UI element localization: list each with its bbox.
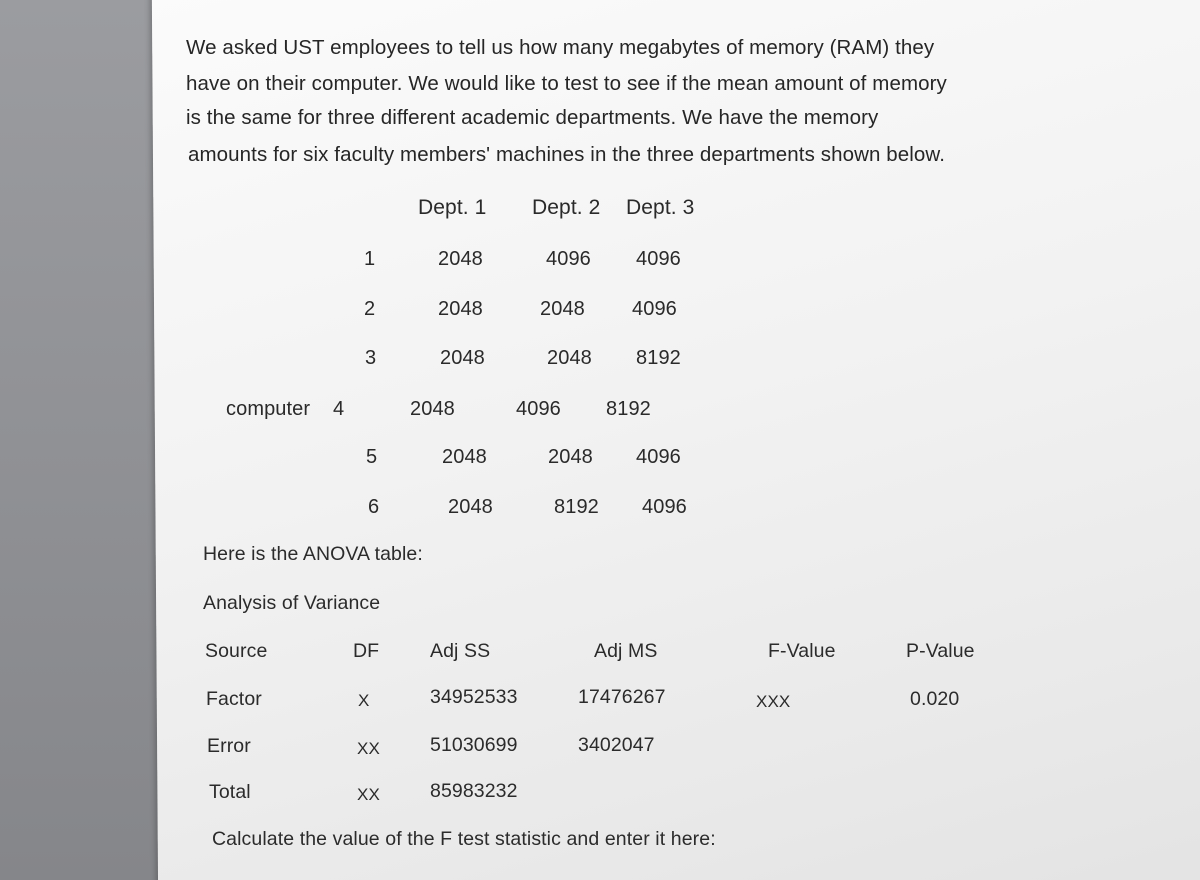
anova-total-adjss: 85983232	[430, 780, 518, 802]
row1-dept3: 4096	[636, 248, 681, 270]
row1-dept2: 4096	[546, 248, 591, 270]
anova-factor-df: X	[358, 691, 370, 710]
anova-header-adjms: Adj MS	[594, 640, 658, 662]
row6-dept3: 4096	[642, 496, 687, 518]
row3-dept3: 8192	[636, 347, 681, 369]
row6-dept1: 2048	[448, 496, 493, 518]
intro-line-3: is the same for three different academic departments. We have the memory	[186, 106, 879, 129]
anova-error-adjss: 51030699	[430, 734, 518, 756]
anova-total-df: XX	[357, 785, 380, 804]
row-id-2: 2	[364, 298, 376, 320]
row-label-computer: computer	[226, 398, 311, 420]
anova-total-source: Total	[209, 781, 251, 803]
anova-error-source: Error	[207, 735, 251, 757]
row3-dept1: 2048	[440, 347, 485, 369]
anova-header-fvalue: F-Value	[768, 640, 836, 662]
row4-dept3: 8192	[606, 398, 651, 420]
row-id-5: 5	[366, 446, 378, 468]
row-id-6: 6	[368, 496, 380, 518]
row5-dept3: 4096	[636, 446, 681, 468]
paper-sheet	[152, 0, 1200, 880]
anova-factor-pvalue: 0.020	[910, 688, 960, 710]
row5-dept2: 2048	[548, 446, 593, 468]
row6-dept2: 8192	[554, 496, 599, 518]
row3-dept2: 2048	[547, 347, 592, 369]
row4-dept1: 2048	[410, 398, 455, 420]
row-id-4: 4	[333, 398, 345, 420]
anova-error-adjms: 3402047	[578, 734, 655, 756]
row-id-1: 1	[364, 248, 376, 270]
row5-dept1: 2048	[442, 446, 487, 468]
row1-dept1: 2048	[438, 248, 483, 270]
anova-intro: Here is the ANOVA table:	[203, 543, 423, 565]
anova-factor-source: Factor	[206, 688, 262, 710]
anova-title: Analysis of Variance	[203, 592, 381, 614]
answer-prompt: Calculate the value of the F test statistic and enter it here:	[212, 828, 716, 850]
anova-factor-fvalue: XXX	[756, 692, 791, 711]
anova-error-df: XX	[357, 739, 380, 758]
anova-header-df: DF	[353, 640, 380, 662]
anova-header-source: Source	[205, 640, 268, 662]
intro-line-1: We asked UST employees to tell us how many megabytes of memory (RAM) they	[186, 36, 935, 59]
anova-header-pvalue: P-Value	[906, 640, 975, 662]
row-id-3: 3	[365, 347, 377, 369]
header-dept-1: Dept. 1	[418, 196, 487, 219]
intro-line-4: amounts for six faculty members' machines in the three departments shown below.	[188, 143, 946, 166]
anova-factor-adjss: 34952533	[430, 686, 518, 708]
row2-dept2: 2048	[540, 298, 585, 320]
header-dept-2: Dept. 2	[532, 196, 601, 219]
header-dept-3: Dept. 3	[626, 196, 695, 219]
intro-line-2: have on their computer. We would like to test to see if the mean amount of memory	[186, 72, 947, 95]
row2-dept3: 4096	[632, 298, 677, 320]
anova-factor-adjms: 17476267	[578, 686, 666, 708]
row4-dept2: 4096	[516, 398, 561, 420]
row2-dept1: 2048	[438, 298, 483, 320]
anova-header-adjss: Adj SS	[430, 640, 491, 662]
